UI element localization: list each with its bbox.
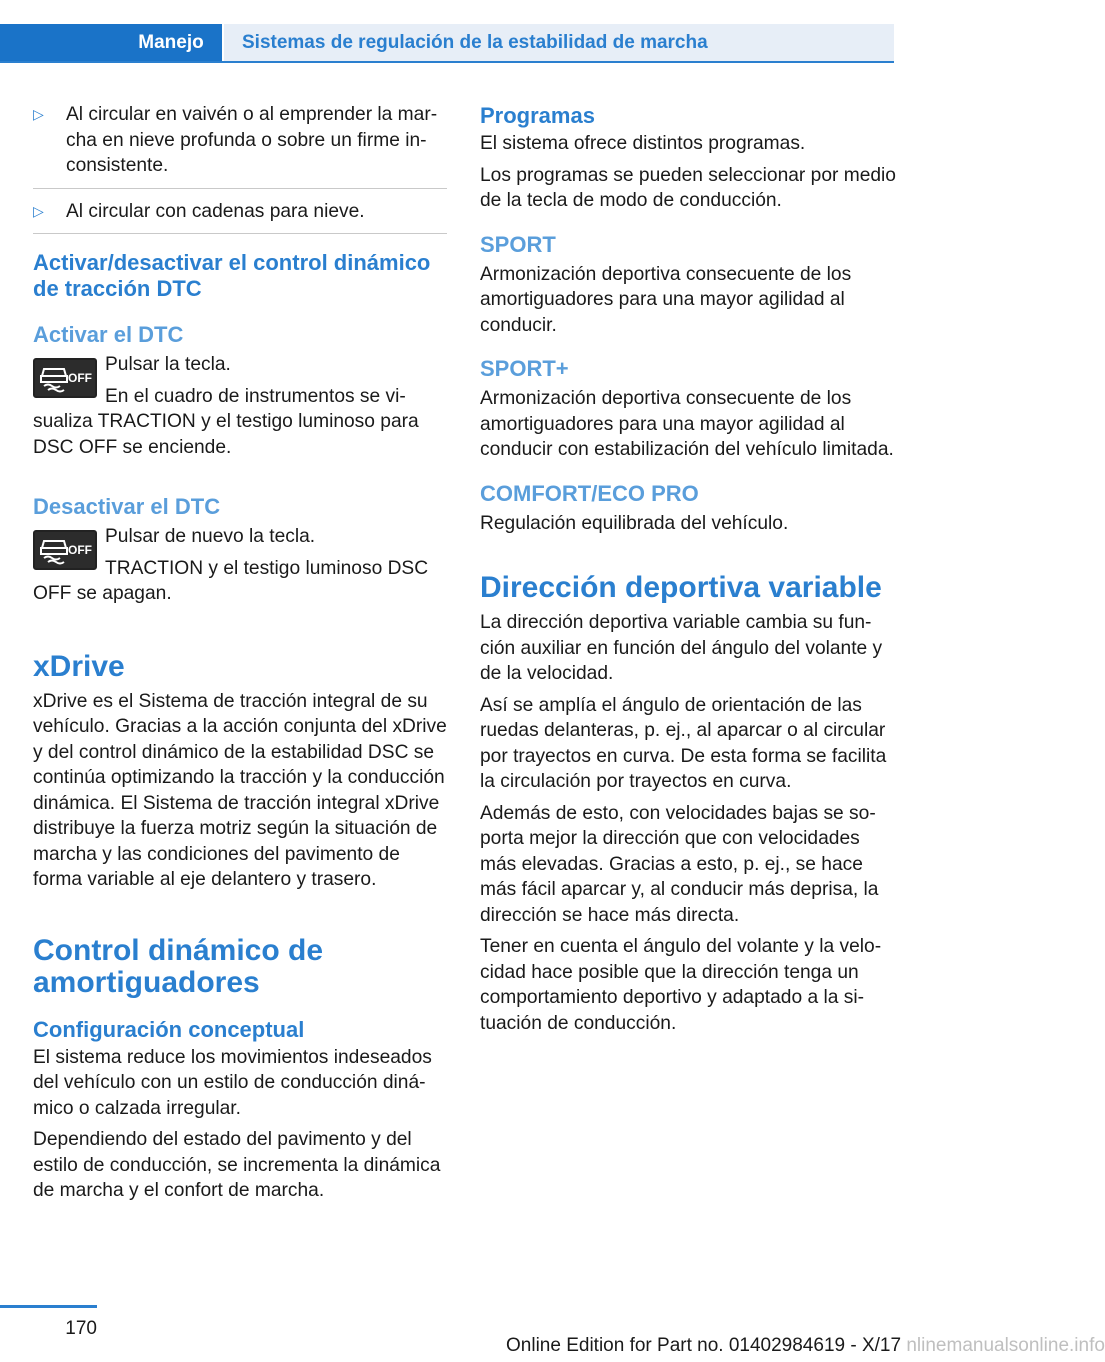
left-column xyxy=(33,100,447,1210)
steering-paragraph-2: Así se amplía el ángulo de orientación de las ruedas delanteras, p. ej., al aparcar o al circular por trayectos en curva. De esta forma se facilita la circulación por trayectos en curva. xyxy=(480,694,887,792)
xdrive-heading: xDrive xyxy=(33,649,125,683)
list-item xyxy=(33,197,447,235)
triangle-bullet-icon: ▷ xyxy=(33,106,44,122)
comfort-heading: COMFORT/ECO PRO xyxy=(480,480,699,506)
edition-line xyxy=(506,1335,1105,1357)
sportplus-heading: SPORT+ xyxy=(480,356,569,381)
sport-heading: SPORT xyxy=(480,231,556,257)
activate-step-2: En el cuadro de instrumentos se visualiza TRACTION y el testigo luminoso para DSC OFF se enciende. xyxy=(33,385,419,458)
footer-rule xyxy=(0,1305,97,1308)
activate-step-1: Pulsar la tecla. xyxy=(105,354,231,375)
sport-paragraph: Armonización deportiva consecuente de los amortiguadores para una mayor agilidad al conducir. xyxy=(480,263,852,336)
damper-heading: Control dinámico de amortiguadores xyxy=(33,933,324,999)
steering-paragraph-1: La dirección deportiva variable cambia su función auxiliar en función del ángulo del volante y de la velocidad. xyxy=(480,612,883,684)
page-number: 170 xyxy=(65,1318,97,1339)
edition-text: Online Edition for Part no. 01402984619 - X/17 xyxy=(506,1335,902,1356)
off-label: OFF xyxy=(68,543,92,557)
steering-paragraph-4: Tener en cuenta el ángulo del volante y la velocidad hace posible que la dirección tenga un comportamiento deportivo y adaptado a la situación de conducción. xyxy=(480,936,882,1034)
header-section-tab: Manejo xyxy=(120,24,222,62)
programs-paragraph-2: Los programas se pueden seleccionar por medio de la tecla de modo de conducción. xyxy=(480,164,896,211)
list-item xyxy=(33,100,447,189)
off-label: OFF xyxy=(68,371,92,385)
right-column xyxy=(480,100,900,1042)
steering-paragraph-3: Además de esto, con velocidades bajas se soporta mejor la dirección que con velocidades más elevadas. Gracias a esto, p. ej., se hace más fácil aparcar y, al conducir más deprisa, la dirección se hace más directa. xyxy=(480,802,879,926)
header-chapter-title: Sistemas de regulación de la estabilidad de marcha xyxy=(224,24,894,62)
deactivate-step-1: Pulsar de nuevo la tecla. xyxy=(105,526,316,547)
triangle-bullet-icon: ▷ xyxy=(33,202,44,219)
concept-heading: Configuración conceptual xyxy=(33,1016,305,1042)
list-item-text: Al circular en vaivén o al emprender la marcha en nieve profunda o sobre un firme inconsistente. xyxy=(66,104,438,176)
activate-dtc-heading: Activar el DTC xyxy=(33,322,184,347)
programs-heading: Programas xyxy=(480,103,595,128)
dtc-off-button-icon xyxy=(33,358,97,398)
deactivate-step-2: TRACTION y el testigo luminoso DSC OFF se apagan. xyxy=(33,557,429,604)
deactivate-dtc-heading: Desactivar el DTC xyxy=(33,494,221,519)
header-accent-bar xyxy=(0,24,120,62)
concept-paragraph-1: El sistema reduce los movimientos indeseados del vehículo con un estilo de conducción dinámico o calzada irregular. xyxy=(33,1046,432,1119)
header-rule xyxy=(0,61,894,63)
concept-paragraph-2: Dependiendo del estado del pavimento y del estilo de conducción, se incrementa la dinámica de marcha y el confort de marcha. xyxy=(33,1129,441,1201)
steering-heading: Dirección deportiva variable xyxy=(480,571,882,604)
deactivate-dtc-block xyxy=(33,524,447,607)
dtc-off-button-icon xyxy=(33,530,97,570)
xdrive-paragraph: xDrive es el Sistema de tracción integral de su vehículo. Gracias a la acción conjunta del xDrive y del control dinámico de la estabilidad DSC se continúa optimizando la tracción y la conducción dinámica. El Sistema de tracción integral xDrive distribuye la fuerza motriz según la situación de marcha y las condiciones del pavimento de forma variable al eje delantero y trasero. xyxy=(33,690,447,890)
list-item-text: Al circular con cadenas para nieve. xyxy=(66,200,365,222)
comfort-paragraph: Regulación equilibrada del vehículo. xyxy=(480,512,789,534)
programs-paragraph-1: El sistema ofrece distintos programas. xyxy=(480,133,806,154)
dtc-heading: Activar/desactivar el control dinámico de tracción DTC xyxy=(33,250,431,301)
watermark-text: nlinemanualsonline.info xyxy=(906,1335,1105,1356)
activate-dtc-block xyxy=(33,352,447,460)
sportplus-paragraph: Armonización deportiva consecuente de los amortiguadores para una mayor agilidad al conducir con estabilización del vehículo limitada. xyxy=(480,388,894,460)
page-header xyxy=(0,24,960,62)
